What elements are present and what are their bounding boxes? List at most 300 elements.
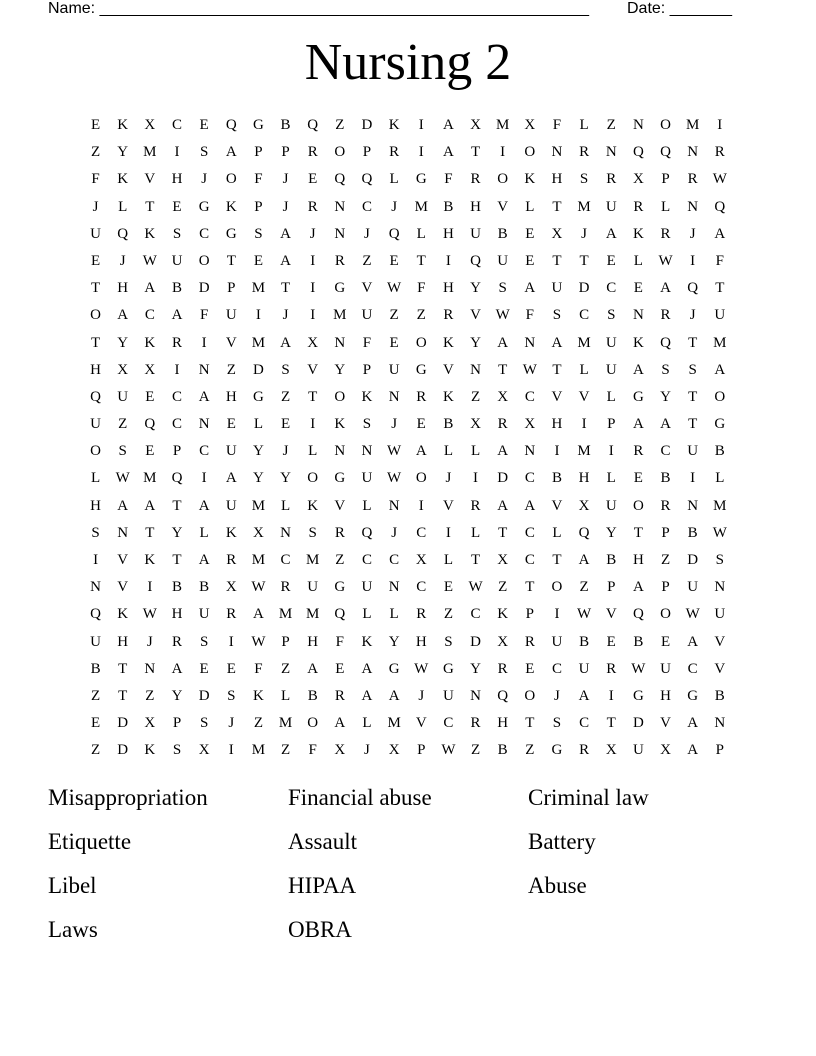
grid-letter: L: [389, 606, 399, 623]
grid-letter: J: [391, 198, 398, 215]
word-list-item: Etiquette: [48, 829, 132, 854]
grid-letter: X: [470, 416, 481, 433]
grid-letter: L: [389, 171, 399, 188]
grid-letter: C: [171, 388, 182, 405]
grid-letter: I: [581, 416, 587, 433]
grid-row: [82, 168, 734, 195]
grid-letter: N: [687, 497, 699, 514]
grid-letter: O: [632, 497, 644, 514]
grid-letter: Y: [252, 470, 264, 487]
grid-letter: G: [225, 225, 237, 242]
grid-letter: K: [632, 334, 644, 351]
grid-letter: L: [633, 252, 643, 269]
grid-letter: J: [391, 524, 398, 541]
grid-letter: R: [334, 524, 345, 541]
grid-letter: I: [608, 687, 614, 704]
grid-letter: N: [388, 388, 400, 405]
grid-letter: Q: [497, 687, 509, 704]
grid-letter: R: [524, 633, 535, 650]
grid-letter: T: [90, 334, 101, 351]
grid-letter: T: [525, 715, 535, 732]
grid-letter: Q: [225, 117, 237, 133]
grid-letter: Q: [470, 252, 481, 269]
grid-letter: D: [361, 117, 373, 133]
grid-letter: N: [524, 443, 536, 460]
grid-letter: F: [525, 307, 534, 324]
grid-letter: A: [551, 334, 563, 351]
grid-letter: W: [712, 171, 727, 188]
grid-letter: I: [174, 144, 180, 161]
grid-letter: N: [551, 144, 563, 161]
grid-letter: Z: [443, 606, 453, 623]
grid-letter: N: [714, 715, 726, 732]
grid-letter: K: [225, 198, 237, 215]
grid-letter: E: [172, 198, 182, 215]
grid-letter: X: [578, 497, 590, 514]
grid-letter: V: [117, 552, 129, 568]
word-search-grid: [82, 114, 734, 767]
grid-row: [82, 739, 734, 766]
grid-letter: E: [145, 388, 155, 405]
grid-letter: E: [443, 579, 453, 596]
grid-letter: S: [172, 742, 182, 759]
grid-letter: O: [660, 117, 671, 133]
grid-letter: U: [687, 579, 699, 596]
grid-letter: K: [117, 606, 129, 623]
grid-letter: W: [685, 606, 700, 623]
grid-letter: K: [361, 633, 373, 650]
grid-letter: L: [280, 687, 291, 704]
grid-letter: I: [93, 552, 99, 568]
grid-letter: A: [632, 361, 644, 378]
grid-letter: H: [171, 606, 183, 623]
grid-letter: W: [142, 252, 157, 269]
grid-row: [82, 576, 734, 603]
grid-letter: E: [389, 334, 399, 351]
grid-letter: G: [388, 660, 400, 677]
grid-letter: B: [714, 687, 725, 704]
grid-letter: N: [605, 144, 617, 161]
grid-row: [82, 277, 734, 304]
grid-letter: B: [307, 687, 318, 704]
grid-letter: H: [90, 497, 101, 514]
grid-letter: P: [525, 606, 534, 623]
grid-letter: D: [470, 633, 481, 650]
word-list-item: Libel: [48, 873, 97, 898]
grid-letter: Q: [171, 470, 183, 487]
grid-letter: N: [388, 579, 400, 596]
grid-letter: K: [225, 524, 237, 541]
grid-letter: E: [90, 252, 101, 269]
grid-letter: X: [551, 225, 563, 242]
grid-row: [82, 658, 734, 685]
grid-letter: O: [307, 715, 319, 732]
grid-letter: S: [281, 361, 290, 378]
grid-letter: C: [171, 416, 182, 433]
grid-letter: U: [660, 660, 671, 677]
grid-letter: R: [497, 660, 508, 677]
grid-letter: W: [631, 660, 646, 677]
grid-letter: T: [172, 497, 182, 514]
grid-letter: U: [361, 307, 373, 324]
grid-letter: A: [497, 334, 509, 351]
grid-letter: Y: [117, 334, 129, 351]
grid-letter: J: [364, 742, 370, 759]
grid-letter: M: [713, 497, 727, 514]
grid-letter: T: [498, 361, 508, 378]
grid-letter: H: [632, 552, 644, 568]
grid-row: [82, 631, 734, 658]
grid-letter: T: [145, 524, 155, 541]
grid-letter: C: [361, 552, 372, 568]
grid-letter: W: [142, 606, 157, 623]
word-list-item: Financial abuse: [288, 785, 432, 810]
grid-letter: V: [144, 171, 156, 188]
grid-letter: J: [119, 252, 126, 269]
grid-letter: S: [552, 715, 562, 732]
grid-letter: V: [470, 307, 481, 324]
grid-letter: A: [198, 497, 210, 514]
grid-row: [82, 250, 734, 277]
grid-letter: S: [199, 715, 209, 732]
grid-letter: R: [416, 388, 427, 405]
grid-letter: B: [551, 470, 562, 487]
grid-letter: H: [551, 416, 563, 433]
grid-letter: X: [388, 742, 400, 759]
grid-letter: E: [199, 117, 209, 133]
grid-letter: L: [416, 225, 426, 242]
grid-letter: Z: [280, 660, 291, 677]
grid-letter: F: [417, 280, 426, 297]
grid-letter: Z: [253, 715, 263, 732]
grid-letter: M: [306, 552, 320, 568]
grid-letter: I: [228, 633, 234, 650]
grid-letter: Q: [90, 606, 101, 623]
grid-letter: Y: [388, 633, 400, 650]
name-field-line: Name: _______________________________________________________: [48, 0, 589, 17]
grid-letter: Y: [605, 524, 617, 541]
grid-letter: Z: [335, 117, 345, 133]
grid-letter: E: [633, 470, 643, 487]
grid-letter: H: [442, 225, 454, 242]
grid-letter: W: [387, 443, 402, 460]
grid-letter: E: [308, 171, 318, 188]
grid-letter: Z: [416, 307, 426, 324]
grid-letter: T: [715, 280, 725, 297]
grid-letter: G: [442, 660, 454, 677]
word-list-item: Criminal law: [528, 785, 649, 810]
grid-row: [82, 196, 734, 223]
grid-letter: W: [577, 606, 592, 623]
grid-letter: X: [660, 742, 671, 759]
grid-row: [82, 467, 734, 494]
grid-letter: H: [551, 171, 563, 188]
grid-letter: D: [117, 715, 129, 732]
grid-letter: E: [199, 660, 209, 677]
grid-letter: Q: [307, 117, 319, 133]
grid-letter: Z: [280, 742, 291, 759]
grid-letter: A: [415, 443, 427, 460]
grid-letter: C: [361, 198, 372, 215]
grid-letter: Q: [334, 606, 346, 623]
grid-letter: E: [226, 416, 236, 433]
grid-letter: F: [362, 334, 372, 351]
grid-letter: T: [470, 552, 481, 568]
grid-letter: I: [201, 334, 207, 351]
grid-letter: M: [278, 606, 293, 623]
grid-letter: E: [525, 225, 535, 242]
grid-letter: A: [578, 687, 590, 704]
grid-letter: U: [687, 443, 699, 460]
grid-letter: N: [632, 117, 644, 133]
grid-letter: R: [579, 742, 590, 759]
grid-letter: L: [443, 552, 453, 568]
grid-letter: L: [606, 388, 616, 405]
grid-letter: Z: [118, 416, 128, 433]
grid-letter: A: [307, 660, 319, 677]
grid-letter: L: [90, 470, 101, 487]
grid-letter: E: [90, 715, 101, 732]
grid-letter: Z: [498, 579, 508, 596]
grid-letter: W: [251, 579, 266, 596]
grid-letter: J: [364, 225, 370, 242]
grid-letter: O: [714, 388, 726, 405]
grid-letter: T: [90, 280, 101, 297]
grid-letter: K: [117, 117, 129, 133]
grid-letter: U: [605, 198, 617, 215]
grid-letter: T: [470, 144, 481, 161]
grid-letter: X: [225, 579, 237, 596]
grid-letter: E: [253, 252, 263, 269]
grid-letter: U: [551, 280, 563, 297]
grid-letter: T: [633, 524, 643, 541]
grid-letter: P: [281, 144, 290, 161]
grid-letter: U: [361, 579, 373, 596]
grid-letter: J: [228, 715, 235, 732]
grid-letter: R: [497, 416, 508, 433]
grid-row: [82, 712, 734, 739]
grid-letter: O: [90, 443, 101, 460]
word-list: [48, 781, 768, 947]
grid-letter: N: [334, 443, 346, 460]
grid-letter: M: [143, 470, 157, 487]
grid-letter: A: [198, 552, 210, 568]
grid-letter: T: [552, 252, 562, 269]
grid-letter: C: [524, 388, 535, 405]
grid-letter: W: [522, 361, 537, 378]
grid-letter: G: [334, 280, 346, 297]
grid-letter: K: [442, 334, 454, 351]
grid-letter: L: [362, 606, 372, 623]
word-list-item: Laws: [48, 917, 98, 942]
grid-letter: C: [199, 225, 210, 242]
grid-letter: K: [361, 388, 373, 405]
grid-letter: U: [632, 742, 644, 759]
grid-letter: P: [172, 443, 182, 460]
grid-letter: R: [226, 552, 237, 568]
grid-letter: U: [361, 470, 373, 487]
grid-letter: L: [253, 416, 263, 433]
grid-letter: O: [660, 606, 671, 623]
grid-letter: C: [416, 524, 427, 541]
grid-letter: I: [174, 361, 180, 378]
grid-letter: M: [251, 742, 266, 759]
grid-letter: G: [714, 416, 726, 433]
grid-letter: M: [577, 198, 591, 215]
grid-letter: A: [524, 497, 536, 514]
grid-letter: V: [551, 497, 563, 514]
grid-letter: T: [226, 252, 236, 269]
grid-letter: E: [335, 660, 345, 677]
grid-letter: F: [444, 171, 453, 188]
grid-letter: M: [251, 280, 266, 297]
grid-letter: A: [497, 443, 509, 460]
grid-letter: X: [198, 742, 210, 759]
grid-letter: E: [389, 252, 399, 269]
grid-letter: O: [415, 334, 427, 351]
grid-letter: A: [388, 687, 400, 704]
grid-row: [82, 685, 734, 712]
grid-letter: L: [525, 198, 535, 215]
grid-letter: L: [362, 497, 372, 514]
grid-letter: L: [579, 361, 589, 378]
grid-letter: C: [280, 552, 291, 568]
grid-letter: N: [470, 687, 481, 704]
grid-letter: X: [605, 742, 617, 759]
grid-letter: R: [171, 334, 182, 351]
grid-letter: J: [418, 687, 425, 704]
grid-letter: X: [497, 552, 509, 568]
grid-row: [82, 114, 734, 141]
grid-letter: B: [443, 198, 454, 215]
grid-letter: M: [414, 198, 428, 215]
grid-letter: M: [143, 144, 157, 161]
grid-letter: V: [714, 660, 726, 677]
grid-letter: Q: [714, 198, 726, 215]
grid-letter: L: [579, 117, 589, 133]
grid-letter: U: [117, 388, 129, 405]
grid-letter: N: [687, 144, 699, 161]
grid-letter: Z: [90, 687, 101, 704]
grid-letter: P: [254, 144, 263, 161]
grid-letter: E: [660, 633, 671, 650]
grid-letter: I: [418, 497, 424, 514]
grid-letter: U: [714, 307, 726, 324]
word-list-item: HIPAA: [288, 873, 357, 898]
grid-letter: C: [551, 660, 562, 677]
grid-letter: C: [416, 579, 427, 596]
grid-letter: F: [308, 742, 317, 759]
grid-letter: C: [443, 715, 454, 732]
grid-letter: Z: [280, 388, 291, 405]
grid-row: [82, 440, 734, 467]
grid-letter: L: [308, 443, 318, 460]
grid-letter: T: [552, 198, 562, 215]
grid-letter: L: [715, 470, 725, 487]
grid-letter: U: [198, 606, 210, 623]
grid-letter: T: [498, 524, 508, 541]
grid-letter: E: [633, 280, 643, 297]
grid-row: [82, 141, 734, 168]
grid-letter: U: [90, 633, 101, 650]
grid-letter: H: [442, 280, 454, 297]
grid-letter: E: [90, 117, 101, 133]
grid-letter: T: [172, 552, 182, 568]
word-list-item: Assault: [288, 829, 357, 854]
grid-letter: B: [660, 470, 671, 487]
grid-letter: K: [144, 225, 156, 242]
grid-letter: L: [552, 524, 562, 541]
grid-letter: Z: [579, 579, 589, 596]
grid-letter: P: [362, 144, 372, 161]
grid-letter: S: [91, 524, 100, 541]
grid-letter: H: [497, 715, 509, 732]
grid-letter: H: [470, 198, 481, 215]
grid-letter: L: [470, 524, 481, 541]
grid-letter: A: [687, 742, 699, 759]
grid-letter: G: [252, 117, 264, 133]
grid-letter: U: [307, 579, 319, 596]
grid-letter: R: [416, 606, 427, 623]
grid-letter: S: [688, 361, 697, 378]
grid-letter: O: [497, 171, 509, 188]
grid-letter: R: [633, 198, 644, 215]
grid-letter: O: [334, 388, 346, 405]
grid-letter: A: [632, 416, 644, 433]
grid-letter: W: [712, 524, 727, 541]
grid-letter: X: [117, 361, 129, 378]
grid-letter: M: [577, 334, 591, 351]
grid-letter: V: [225, 334, 237, 351]
grid-letter: V: [578, 388, 590, 405]
grid-letter: R: [389, 144, 400, 161]
grid-letter: N: [470, 361, 481, 378]
grid-letter: K: [117, 171, 129, 188]
grid-letter: Q: [632, 144, 644, 161]
grid-letter: P: [172, 715, 182, 732]
grid-letter: A: [660, 416, 671, 433]
grid-letter: O: [307, 470, 319, 487]
grid-letter: B: [171, 280, 182, 297]
grid-letter: F: [254, 660, 263, 677]
date-field-line: Date: _______: [627, 0, 732, 17]
grid-letter: U: [551, 633, 563, 650]
grid-letter: G: [415, 171, 427, 188]
grid-letter: T: [606, 715, 616, 732]
grid-letter: T: [552, 552, 562, 568]
grid-letter: A: [497, 497, 509, 514]
grid-letter: X: [470, 117, 481, 133]
grid-letter: W: [414, 660, 429, 677]
grid-letter: O: [198, 252, 210, 269]
grid-letter: V: [497, 198, 509, 215]
grid-letter: N: [714, 579, 726, 596]
grid-letter: O: [90, 307, 101, 324]
page-title: Nursing 2: [304, 34, 512, 91]
grid-letter: E: [416, 416, 426, 433]
grid-letter: U: [578, 660, 590, 677]
grid-letter: B: [606, 552, 617, 568]
grid-letter: P: [607, 416, 616, 433]
grid-letter: Y: [470, 280, 481, 297]
grid-letter: P: [661, 524, 670, 541]
grid-letter: I: [445, 524, 451, 541]
grid-letter: S: [661, 361, 670, 378]
grid-letter: J: [554, 687, 560, 704]
grid-row: [82, 522, 734, 549]
grid-letter: K: [307, 497, 319, 514]
grid-letter: M: [251, 334, 266, 351]
